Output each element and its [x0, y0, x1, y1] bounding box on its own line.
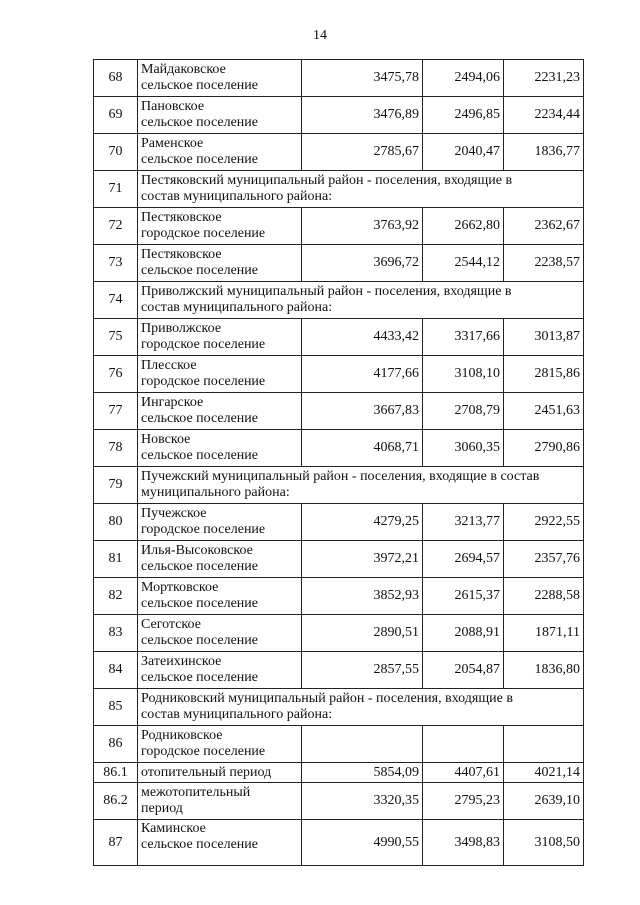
value-cell-1: 3696,72 — [302, 245, 423, 282]
value-cell-1: 2890,51 — [302, 615, 423, 652]
row-number: 72 — [94, 208, 138, 245]
settlement-name-line: сельское поселение — [141, 411, 258, 426]
table-row — [94, 171, 584, 208]
settlement-name-line: Ингарское — [141, 395, 204, 410]
row-number: 80 — [94, 504, 138, 541]
row-number: 87 — [94, 820, 138, 866]
settlement-name-line: Приволжское — [141, 321, 222, 336]
value-cell-1: 4068,71 — [302, 430, 423, 467]
settlement-name — [138, 430, 302, 467]
district-header-line: состав муниципального района: — [141, 707, 333, 722]
value-cell-1: 3476,89 — [302, 97, 423, 134]
settlement-name — [138, 783, 302, 820]
settlement-name-line: сельское поселение — [141, 78, 258, 93]
table-row — [94, 356, 584, 393]
settlement-name-line: отопительный период — [141, 764, 272, 780]
value-cell-1: 2857,55 — [302, 652, 423, 689]
value-cell-2: 2054,87 — [423, 652, 504, 689]
value-cell-3: 2288,58 — [504, 578, 584, 615]
table-row — [94, 783, 584, 820]
value-cell-2: 4407,61 — [423, 763, 504, 783]
row-number: 86.2 — [94, 783, 138, 820]
value-cell-1: 3667,83 — [302, 393, 423, 430]
settlement-name-line: период — [141, 801, 183, 816]
settlement-name-line: сельское поселение — [141, 837, 258, 852]
settlement-name — [138, 60, 302, 97]
value-cell-2: 3498,83 — [423, 820, 504, 866]
settlement-name — [138, 615, 302, 652]
value-cell-3: 2234,44 — [504, 97, 584, 134]
value-cell-2: 2494,06 — [423, 60, 504, 97]
value-cell-3: 3108,50 — [504, 820, 584, 866]
value-cell-2: 2795,23 — [423, 783, 504, 820]
table-row — [94, 245, 584, 282]
value-cell-3: 2238,57 — [504, 245, 584, 282]
table-row — [94, 578, 584, 615]
table-row — [94, 820, 584, 866]
settlement-name — [138, 763, 302, 783]
table-row — [94, 134, 584, 171]
settlement-name-line: Пестяковское — [141, 247, 222, 262]
settlement-name — [138, 208, 302, 245]
table-row — [94, 319, 584, 356]
value-cell-1 — [302, 726, 423, 763]
settlement-name-line: сельское поселение — [141, 670, 258, 685]
value-cell-3 — [504, 726, 584, 763]
settlement-name-line: городское поселение — [141, 374, 266, 389]
table-row — [94, 97, 584, 134]
value-cell-3: 2790,86 — [504, 430, 584, 467]
table-row — [94, 393, 584, 430]
row-number: 79 — [94, 467, 138, 504]
settlement-name — [138, 319, 302, 356]
row-number: 74 — [94, 282, 138, 319]
value-cell-2: 2694,57 — [423, 541, 504, 578]
table-row — [94, 60, 584, 97]
row-number: 68 — [94, 60, 138, 97]
value-cell-2: 2088,91 — [423, 615, 504, 652]
value-cell-3: 1836,80 — [504, 652, 584, 689]
settlement-name — [138, 134, 302, 171]
row-number: 78 — [94, 430, 138, 467]
table-row — [94, 763, 584, 783]
district-header — [138, 171, 584, 208]
district-header-line: состав муниципального района: — [141, 189, 333, 204]
value-cell-2: 2708,79 — [423, 393, 504, 430]
settlement-name — [138, 820, 302, 866]
district-header-line: Пестяковский муниципальный район - поселения, входящие в — [141, 173, 513, 188]
district-header-line: состав муниципального района: — [141, 300, 333, 315]
value-cell-1: 4279,25 — [302, 504, 423, 541]
settlement-name-line: сельское поселение — [141, 152, 258, 167]
table-row — [94, 430, 584, 467]
district-header-line: Приволжский муниципальный район - поселения, входящие в — [141, 284, 512, 299]
row-number: 82 — [94, 578, 138, 615]
value-cell-3: 2922,55 — [504, 504, 584, 541]
row-number: 71 — [94, 171, 138, 208]
district-header-line: муниципального района: — [141, 485, 290, 500]
value-cell-3: 2639,10 — [504, 783, 584, 820]
row-number: 77 — [94, 393, 138, 430]
settlement-name-line: Плесское — [141, 358, 197, 373]
settlement-name — [138, 393, 302, 430]
settlement-name — [138, 356, 302, 393]
value-cell-1: 2785,67 — [302, 134, 423, 171]
value-cell-3: 3013,87 — [504, 319, 584, 356]
settlement-name-line: городское поселение — [141, 744, 266, 759]
settlement-name — [138, 504, 302, 541]
district-header-line: Пучежский муниципальный район - поселения, входящие в состав — [141, 469, 540, 484]
row-number: 76 — [94, 356, 138, 393]
settlement-name-line: Родниковское — [141, 728, 223, 743]
value-cell-2: 2662,80 — [423, 208, 504, 245]
value-cell-3: 1871,11 — [504, 615, 584, 652]
district-header — [138, 689, 584, 726]
district-header — [138, 467, 584, 504]
table-body — [94, 60, 584, 866]
settlement-name-line: Затеихинское — [141, 654, 222, 669]
settlement-name-line: межотопительный — [141, 785, 251, 800]
row-number: 86 — [94, 726, 138, 763]
settlement-name-line: Пучежское — [141, 506, 207, 521]
settlement-name-line: городское поселение — [141, 337, 266, 352]
settlement-name-line: сельское поселение — [141, 115, 258, 130]
settlement-name — [138, 245, 302, 282]
value-cell-2: 2544,12 — [423, 245, 504, 282]
settlement-name-line: Каминское — [141, 821, 206, 836]
settlement-name — [138, 652, 302, 689]
value-cell-1: 4433,42 — [302, 319, 423, 356]
page-number: 14 — [313, 28, 327, 43]
table-row — [94, 208, 584, 245]
settlement-name-line: сельское поселение — [141, 596, 258, 611]
value-cell-1: 3852,93 — [302, 578, 423, 615]
value-cell-1: 3763,92 — [302, 208, 423, 245]
row-number: 86.1 — [94, 763, 138, 783]
settlement-name-line: Майдаковское — [141, 62, 226, 77]
value-cell-1: 3475,78 — [302, 60, 423, 97]
settlement-name-line: Пановское — [141, 99, 205, 114]
settlement-name-line: Раменское — [141, 136, 204, 151]
table-row — [94, 726, 584, 763]
value-cell-3: 2231,23 — [504, 60, 584, 97]
settlement-name — [138, 578, 302, 615]
value-cell-3: 2357,76 — [504, 541, 584, 578]
value-cell-1: 3972,21 — [302, 541, 423, 578]
value-cell-3: 2815,86 — [504, 356, 584, 393]
value-cell-2: 2496,85 — [423, 97, 504, 134]
value-cell-3: 2451,63 — [504, 393, 584, 430]
value-cell-2 — [423, 726, 504, 763]
settlement-name-line: городское поселение — [141, 522, 266, 537]
settlement-name-line: сельское поселение — [141, 448, 258, 463]
table-row — [94, 282, 584, 319]
table-row — [94, 467, 584, 504]
value-cell-1: 4177,66 — [302, 356, 423, 393]
row-number: 81 — [94, 541, 138, 578]
value-cell-3: 4021,14 — [504, 763, 584, 783]
value-cell-2: 3317,66 — [423, 319, 504, 356]
value-cell-1: 3320,35 — [302, 783, 423, 820]
settlement-name-line: городское поселение — [141, 226, 266, 241]
value-cell-1: 5854,09 — [302, 763, 423, 783]
value-cell-2: 3108,10 — [423, 356, 504, 393]
settlement-name-line: сельское поселение — [141, 559, 258, 574]
value-cell-2: 3213,77 — [423, 504, 504, 541]
settlement-name — [138, 541, 302, 578]
tariff-table — [93, 59, 584, 866]
value-cell-3: 2362,67 — [504, 208, 584, 245]
value-cell-2: 2615,37 — [423, 578, 504, 615]
row-number: 84 — [94, 652, 138, 689]
settlement-name-line: Мортковское — [141, 580, 219, 595]
settlement-name-line: Новское — [141, 432, 191, 447]
table-row — [94, 541, 584, 578]
row-number: 85 — [94, 689, 138, 726]
value-cell-3: 1836,77 — [504, 134, 584, 171]
settlement-name-line: Илья-Высоковское — [141, 543, 253, 558]
row-number: 75 — [94, 319, 138, 356]
row-number: 83 — [94, 615, 138, 652]
district-header-line: Родниковский муниципальный район - поселения, входящие в — [141, 691, 513, 706]
table-row — [94, 652, 584, 689]
settlement-name-line: Сеготское — [141, 617, 201, 632]
settlement-name — [138, 97, 302, 134]
row-number: 73 — [94, 245, 138, 282]
table-row — [94, 615, 584, 652]
table-row — [94, 504, 584, 541]
settlement-name — [138, 726, 302, 763]
value-cell-2: 3060,35 — [423, 430, 504, 467]
value-cell-1: 4990,55 — [302, 820, 423, 866]
row-number: 70 — [94, 134, 138, 171]
table-row — [94, 689, 584, 726]
settlement-name-line: Пестяковское — [141, 210, 222, 225]
row-number: 69 — [94, 97, 138, 134]
value-cell-2: 2040,47 — [423, 134, 504, 171]
settlement-name-line: сельское поселение — [141, 263, 258, 278]
settlement-name-line: сельское поселение — [141, 633, 258, 648]
district-header — [138, 282, 584, 319]
